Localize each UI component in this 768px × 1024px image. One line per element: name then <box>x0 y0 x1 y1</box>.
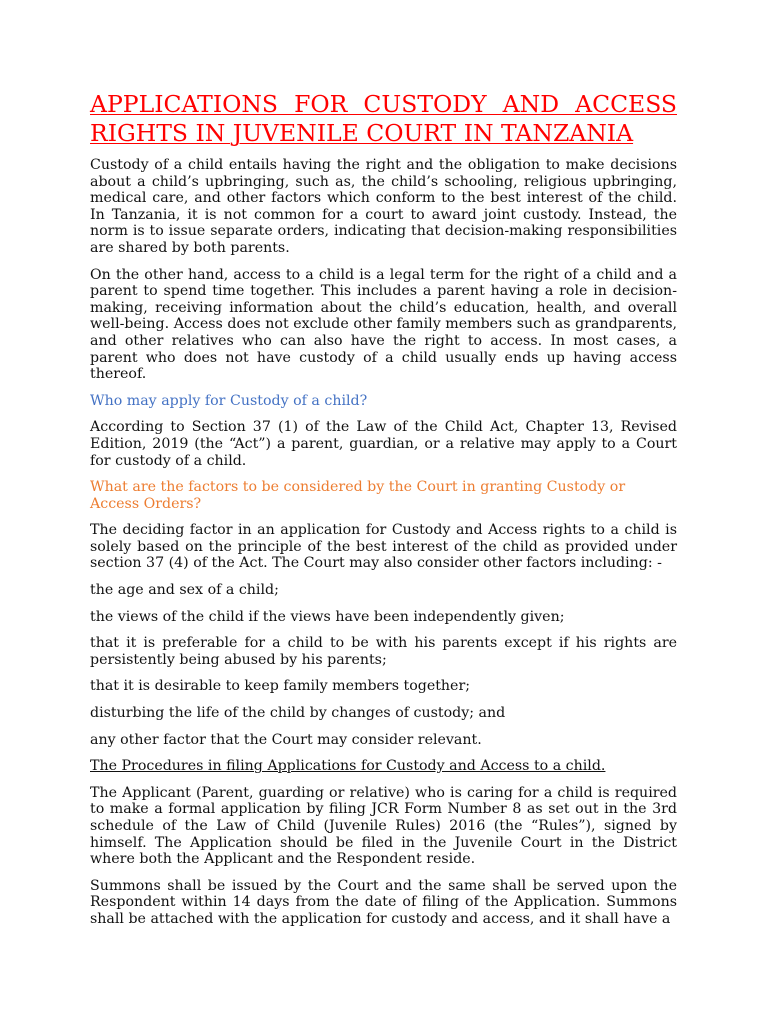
paragraph-access-definition: On the other hand, access to a child is a legal term for the right of a child and a parent to spend time together. This includes a parent having a role in decision-making, receiving information about the child’s education, health, and overall well-being. Access does not exclude other family members such as grandparents, and other relatives who can also have the right to access. In most cases, a parent who does not have custody of a child usually ends up having access thereof. <box>90 266 677 383</box>
paragraph-who-may-apply: According to Section 37 (1) of the Law of the Child Act, Chapter 13, Revised Edition, 2019 (the “Act”) a parent, guardian, or a relative may apply to a Court for custody of a child. <box>90 419 677 469</box>
factor-item: the views of the child if the views have been independently given; <box>90 608 565 625</box>
section-heading-procedures: The Procedures in filing Applications for Custody and Access to a child. <box>90 758 606 775</box>
factor-item: any other factor that the Court may consider relevant. <box>90 731 482 748</box>
paragraph-procedure-summons: Summons shall be issued by the Court and the same shall be served upon the Respondent within 14 days from the date of filing of the Application. Summons shall be attached with the application for custody and access, and it shall have a <box>90 877 677 927</box>
document-page <box>90 90 677 938</box>
section-heading-who-may-apply: Who may apply for Custody of a child? <box>90 392 368 409</box>
paragraph-custody-definition: Custody of a child entails having the right and the obligation to make decisions about a child’s upbringing, such as, the child’s schooling, religious upbringing, medical care, and other factors which conform to the best interest of the child. In Tanzania, it is not common for a court to award joint custody. Instead, the norm is to issue separate orders, indicating that decision-making responsibilities are shared by both parents. <box>90 157 677 256</box>
paragraph-procedure-application: The Applicant (Parent, guarding or relative) who is caring for a child is required to make a formal application by filing JCR Form Number 8 as set out in the 3rd schedule of the Law of Child (Juvenile Rules) 2016 (the “Rules”), signed by himself. The Application should be filed in the Juvenile Court in the District where both the Applicant and the Respondent reside. <box>90 784 677 868</box>
section-heading-factors: What are the factors to be considered by the Court in granting Custody or Access Orders? <box>90 479 626 512</box>
paragraph-factors-intro: The deciding factor in an application for Custody and Access rights to a child is solely based on the principle of the best interest of the child as provided under section 37 (4) of the Act. The Court may also consider other factors including: - <box>90 522 677 572</box>
document-title: APPLICATIONS FOR CUSTODY AND ACCESS RIGHTS IN JUVENILE COURT IN TANZANIA <box>90 90 677 147</box>
factor-item: disturbing the life of the child by changes of custody; and <box>90 705 506 722</box>
factor-item: that it is desirable to keep family members together; <box>90 678 471 695</box>
factor-item: that it is preferable for a child to be with his parents except if his rights are persistently being abused by his parents; <box>90 635 677 668</box>
factor-item: the age and sex of a child; <box>90 582 279 599</box>
